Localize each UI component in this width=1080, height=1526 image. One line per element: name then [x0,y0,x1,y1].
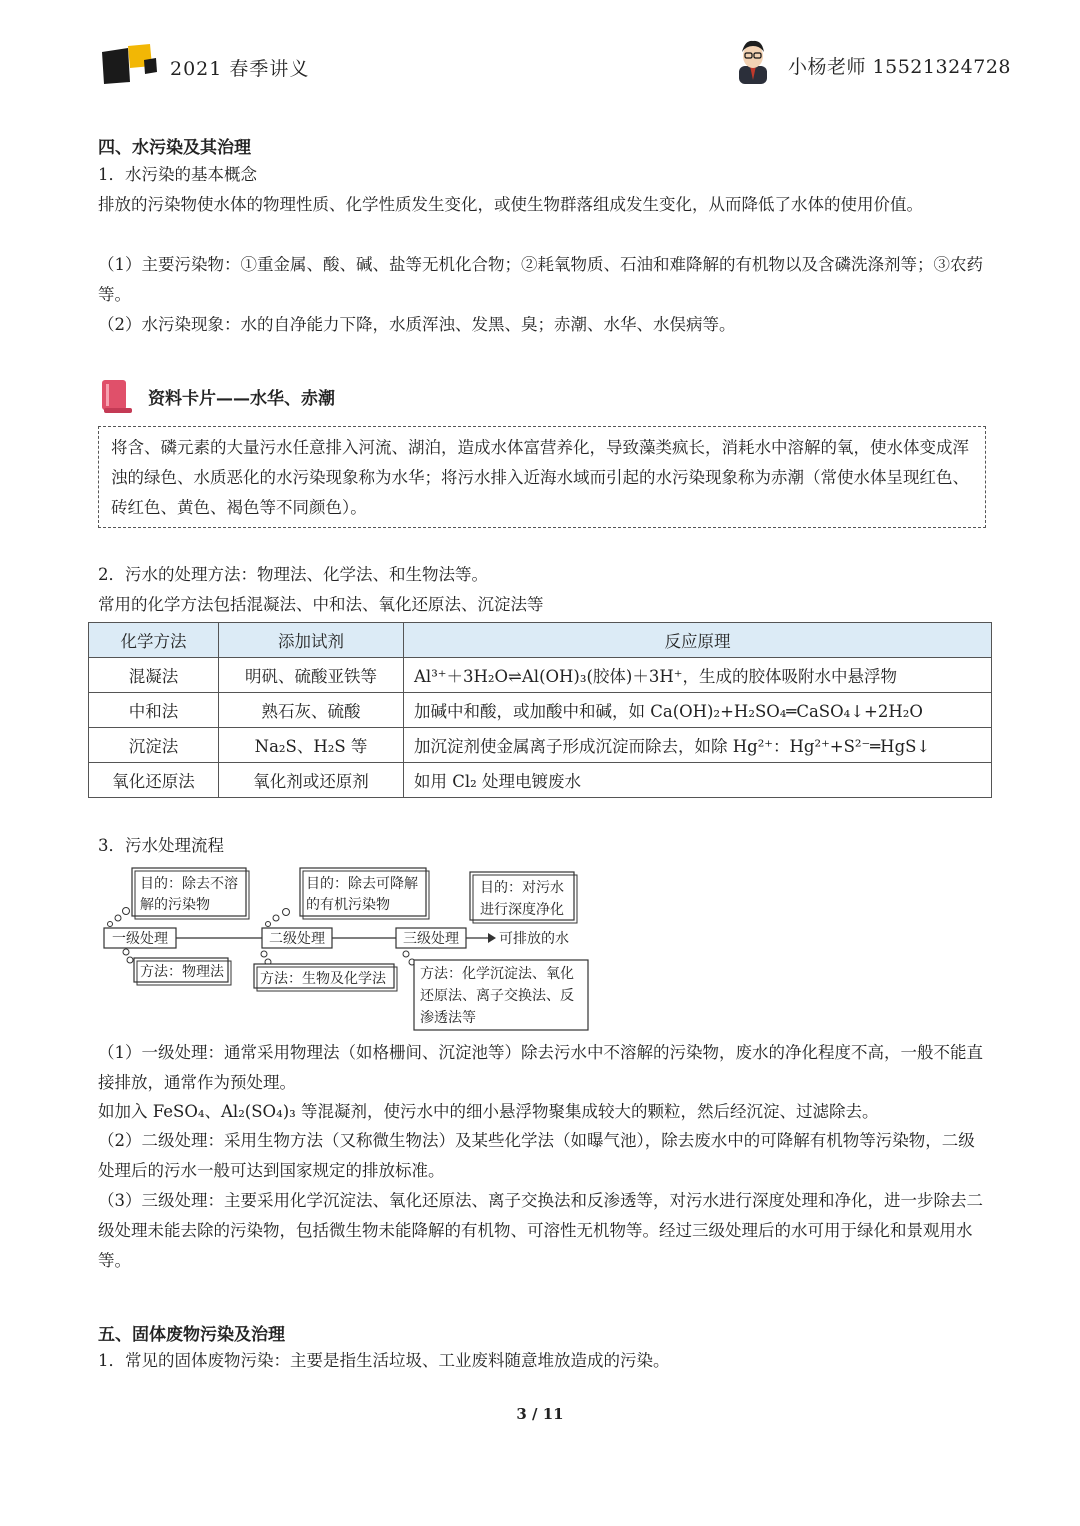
output-label: 可排放的水 [499,931,569,947]
table-header: 添加试剂 [219,623,404,658]
table-row [89,763,992,798]
goal1-line2: 解的污染物 [140,897,210,913]
header-contact: 小杨老师 15521324728 [788,56,1012,78]
goal2-line2: 的有机污染物 [306,897,390,913]
teacher-avatar [733,36,773,84]
stage1-label: 一级处理 [112,931,168,947]
logo-icon [100,42,158,86]
s2-title: 2．污水的处理方法：物理法、化学法、和生物法等。 [98,565,488,584]
table-header-row [89,623,992,658]
goal1-line1: 目的：除去不溶 [140,876,238,892]
section5-s1: 1．常见的固体废物污染：主要是指生活垃圾、工业废料随意堆放造成的污染。 [98,1351,670,1370]
treatment-p1b: 如加入 FeSO₄、Al₂(SO₄)₃ 等混凝剂，使污水中的细小悬浮物聚集成较大的颗粒，然后经沉淀、过滤除去。 [98,1102,879,1121]
stage3-box [396,928,466,948]
method3-line2: 还原法、离子交换法、反 [420,988,574,1004]
method1-box [134,958,231,985]
method-cell: 氧化还原法 [89,763,219,798]
goal3-line2: 进行深度净化 [480,902,564,918]
reagent-cell: Na₂S、H₂S 等 [219,728,404,763]
stage2-box [262,928,332,948]
table-header: 化学方法 [89,623,219,658]
flow-title: 3．污水处理流程 [98,836,224,855]
method3-line3: 渗透法等 [420,1010,476,1026]
section4-heading: 四、水污染及其治理 [98,138,251,158]
treatment-p2: （2）二级处理：采用生物方法（又称微生物法）及某些化学法（如曝气池），除去废水中的可降解有机物等污染物，二级处理后的污水一般可达到国家规定的排放标准。 [98,1131,975,1180]
methods-table [88,622,992,798]
principle-cell: Al³⁺＋3H₂O⇌Al(OH)₃(胶体)＋3H⁺，生成的胶体吸附水中悬浮物 [404,658,992,693]
s1-pollutants: （1）主要污染物：①重金属、酸、碱、盐等无机化合物；②耗氧物质、石油和难降解的有机物以及含磷洗涤剂等；③农药等。 [98,255,983,304]
s1-definition: 排放的污染物使水体的物理性质、化学性质发生变化，或使生物群落组成发生变化，从而降低了水体的使用价值。 [98,195,923,214]
treatment-flow-diagram [96,864,596,1034]
goal2-box [300,868,429,919]
table-row [89,728,992,763]
table-row [89,658,992,693]
method-cell: 混凝法 [89,658,219,693]
book-icon [100,376,134,414]
s2-sub: 常用的化学方法包括混凝法、中和法、氧化还原法、沉淀法等 [98,595,544,614]
method2-box [254,964,397,991]
method2-text: 方法：生物及化学法 [260,971,386,987]
goal3-line1: 目的：对污水 [480,880,564,896]
method-cell: 中和法 [89,693,219,728]
goal3-box [470,872,577,923]
stage2-label: 二级处理 [269,931,325,947]
table-row [89,693,992,728]
treatment-p3: （3）三级处理：主要采用化学沉淀法、氧化还原法、离子交换法和反渗透等，对污水进行深度处理和净化，进一步除去二级处理未能去除的污染物，包括微生物未能降解的有机物、可溶性无机物等。经过三级处理后的水可用于绿化和景观用水等。 [98,1191,983,1270]
goal1-box [132,868,249,919]
page-number: 3 / 11 [516,1405,564,1423]
goal2-line1: 目的：除去可降解 [306,876,418,892]
info-card-box: 将含、磷元素的大量污水任意排入河流、湖泊，造成水体富营养化，导致藻类疯长，消耗水中溶解的氧，使水体变成浑浊的绿色、水质恶化的水污染现象称为水华；将污水排入近海水域而引起的水污染现象称为赤潮（常使水体呈现红色、砖红色、黄色、褐色等不同颜色）。 [98,426,986,528]
principle-cell: 如用 Cl₂ 处理电镀废水 [404,763,992,798]
s1-title: 1．水污染的基本概念 [98,165,257,184]
s1-phenomena: （2）水污染现象：水的自净能力下降，水质浑浊、发黑、臭；赤潮、水华、水俣病等。 [98,315,736,334]
method3-box [414,960,588,1030]
stage1-box [104,928,176,948]
header-title: 2021 春季讲义 [170,58,310,80]
principle-cell: 加沉淀剂使金属离子形成沉淀而除去，如除 Hg²⁺：Hg²⁺+S²⁻═HgS↓ [404,728,992,763]
method-cell: 沉淀法 [89,728,219,763]
stage3-label: 三级处理 [403,931,459,947]
reagent-cell: 明矾、硫酸亚铁等 [219,658,404,693]
reagent-cell: 熟石灰、硫酸 [219,693,404,728]
reagent-cell: 氧化剂或还原剂 [219,763,404,798]
section5-heading: 五、固体废物污染及治理 [98,1325,285,1345]
table-header: 反应原理 [404,623,992,658]
method3-line1: 方法：化学沉淀法、氧化 [420,966,574,982]
principle-cell: 加碱中和酸，或加酸中和碱，如 Ca(OH)₂+H₂SO₄═CaSO₄↓+2H₂O [404,693,992,728]
treatment-p1: （1）一级处理：通常采用物理法（如格栅间、沉淀池等）除去污水中不溶解的污染物，废水的净化程度不高，一般不能直接排放，通常作为预处理。 [98,1043,983,1092]
card-title: 资料卡片——水华、赤潮 [148,389,335,409]
method1-text: 方法：物理法 [140,964,224,980]
